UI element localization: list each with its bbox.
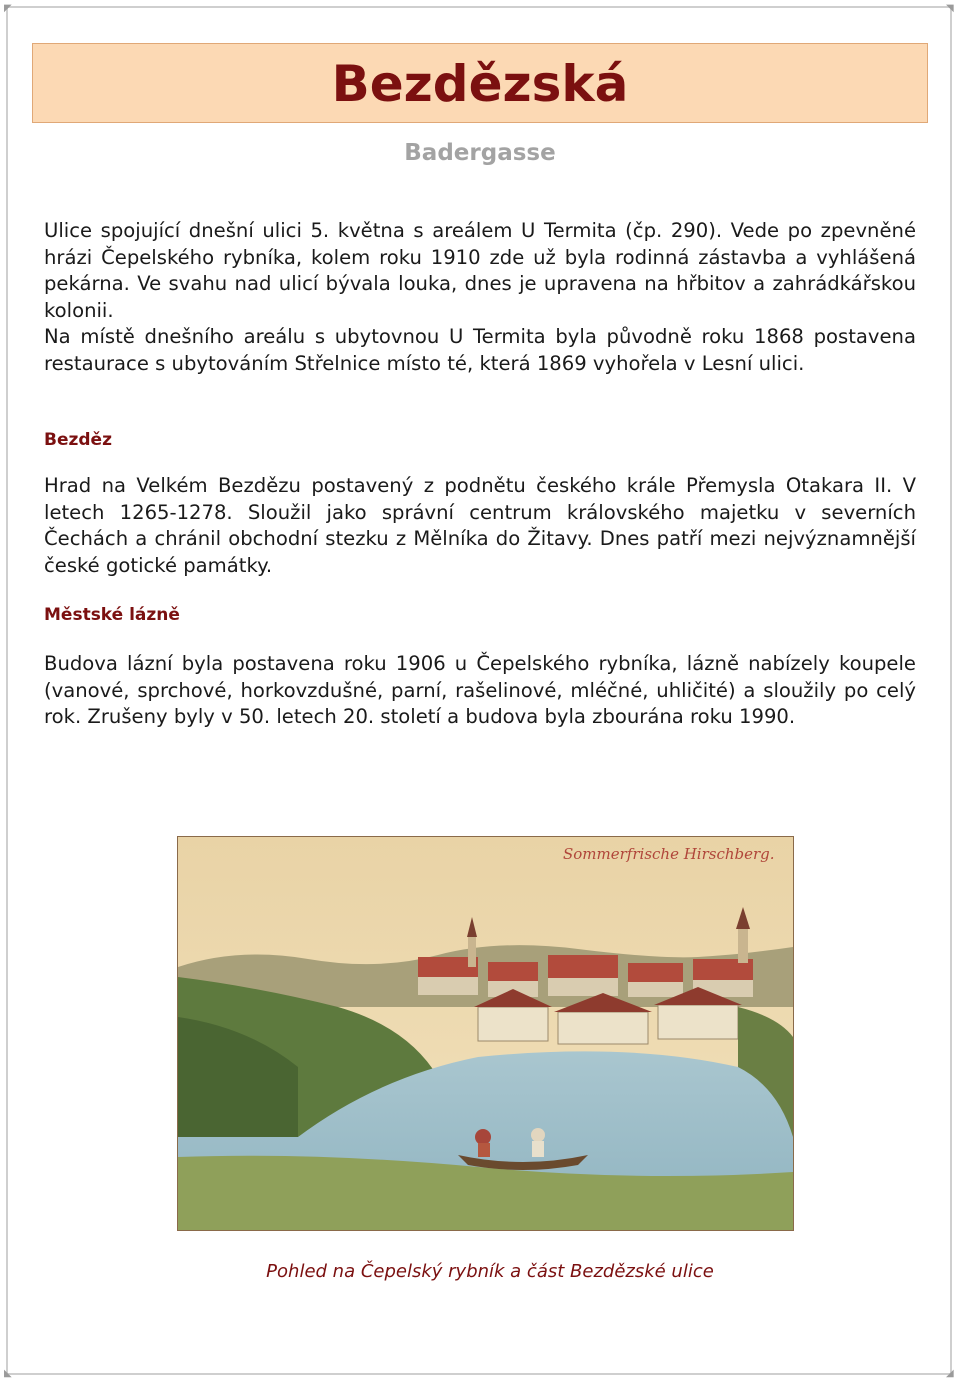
page-title: Bezdězská bbox=[331, 55, 629, 113]
intro-paragraph-2: Na místě dnešního areálu s ubytovnou U Termita byla původně roku 1868 postavena restaurace s ubytováním Střelnice místo té, která 1869 vyhořela v Lesní ulici. bbox=[44, 325, 916, 375]
page-subtitle: Badergasse bbox=[404, 140, 556, 166]
corner-mark-bottom-left: ◣ bbox=[4, 1368, 12, 1379]
section-heading-lazne: Městské lázně bbox=[44, 605, 180, 625]
title-banner bbox=[32, 43, 928, 123]
section-text-bezdez: Hrad na Velkém Bezdězu postavený z podnětu českého krále Přemysla Otakara II. V letech 1265-1278. Sloužil jako správní centrum královského majetku v severních Čechách a chránil obchodní stezku z Mělníka do Žitavy. Dnes patří mezi nejvýznamnější české gotické památky. bbox=[44, 474, 916, 577]
postcard-image bbox=[177, 836, 794, 1231]
postcard-inscription: Sommerfrische Hirschberg. bbox=[563, 845, 775, 863]
corner-mark-top-right: ◥ bbox=[946, 3, 954, 14]
section-heading-bezdez: Bezděz bbox=[44, 430, 112, 450]
intro-paragraph-1: Ulice spojující dnešní ulici 5. května s areálem U Termita (čp. 290). Vede po zpevněné hrázi Čepelského rybníka, kolem roku 1910 zde už byla rodinná zástavba a vyhlášená pekárna. Ve svahu nad ulicí bývala louka, dnes je upravena na hřbitov a zahrádkářskou kolonii. bbox=[44, 219, 916, 322]
corner-mark-bottom-right: ◢ bbox=[946, 1368, 954, 1379]
corner-mark-top-left: ◤ bbox=[4, 3, 12, 14]
section-text-lazne: Budova lázní byla postavena roku 1906 u Čepelského rybníka, lázně nabízely koupele (vanové, sprchové, horkovzdušné, parní, rašelinové, mléčné, uhličité) a sloužily po celý rok. Zrušeny byly v 50. letech 20. století a budova byla zbourána roku 1990. bbox=[44, 652, 916, 728]
figure-caption: Pohled na Čepelský rybník a část Bezdězské ulice bbox=[266, 1261, 714, 1282]
